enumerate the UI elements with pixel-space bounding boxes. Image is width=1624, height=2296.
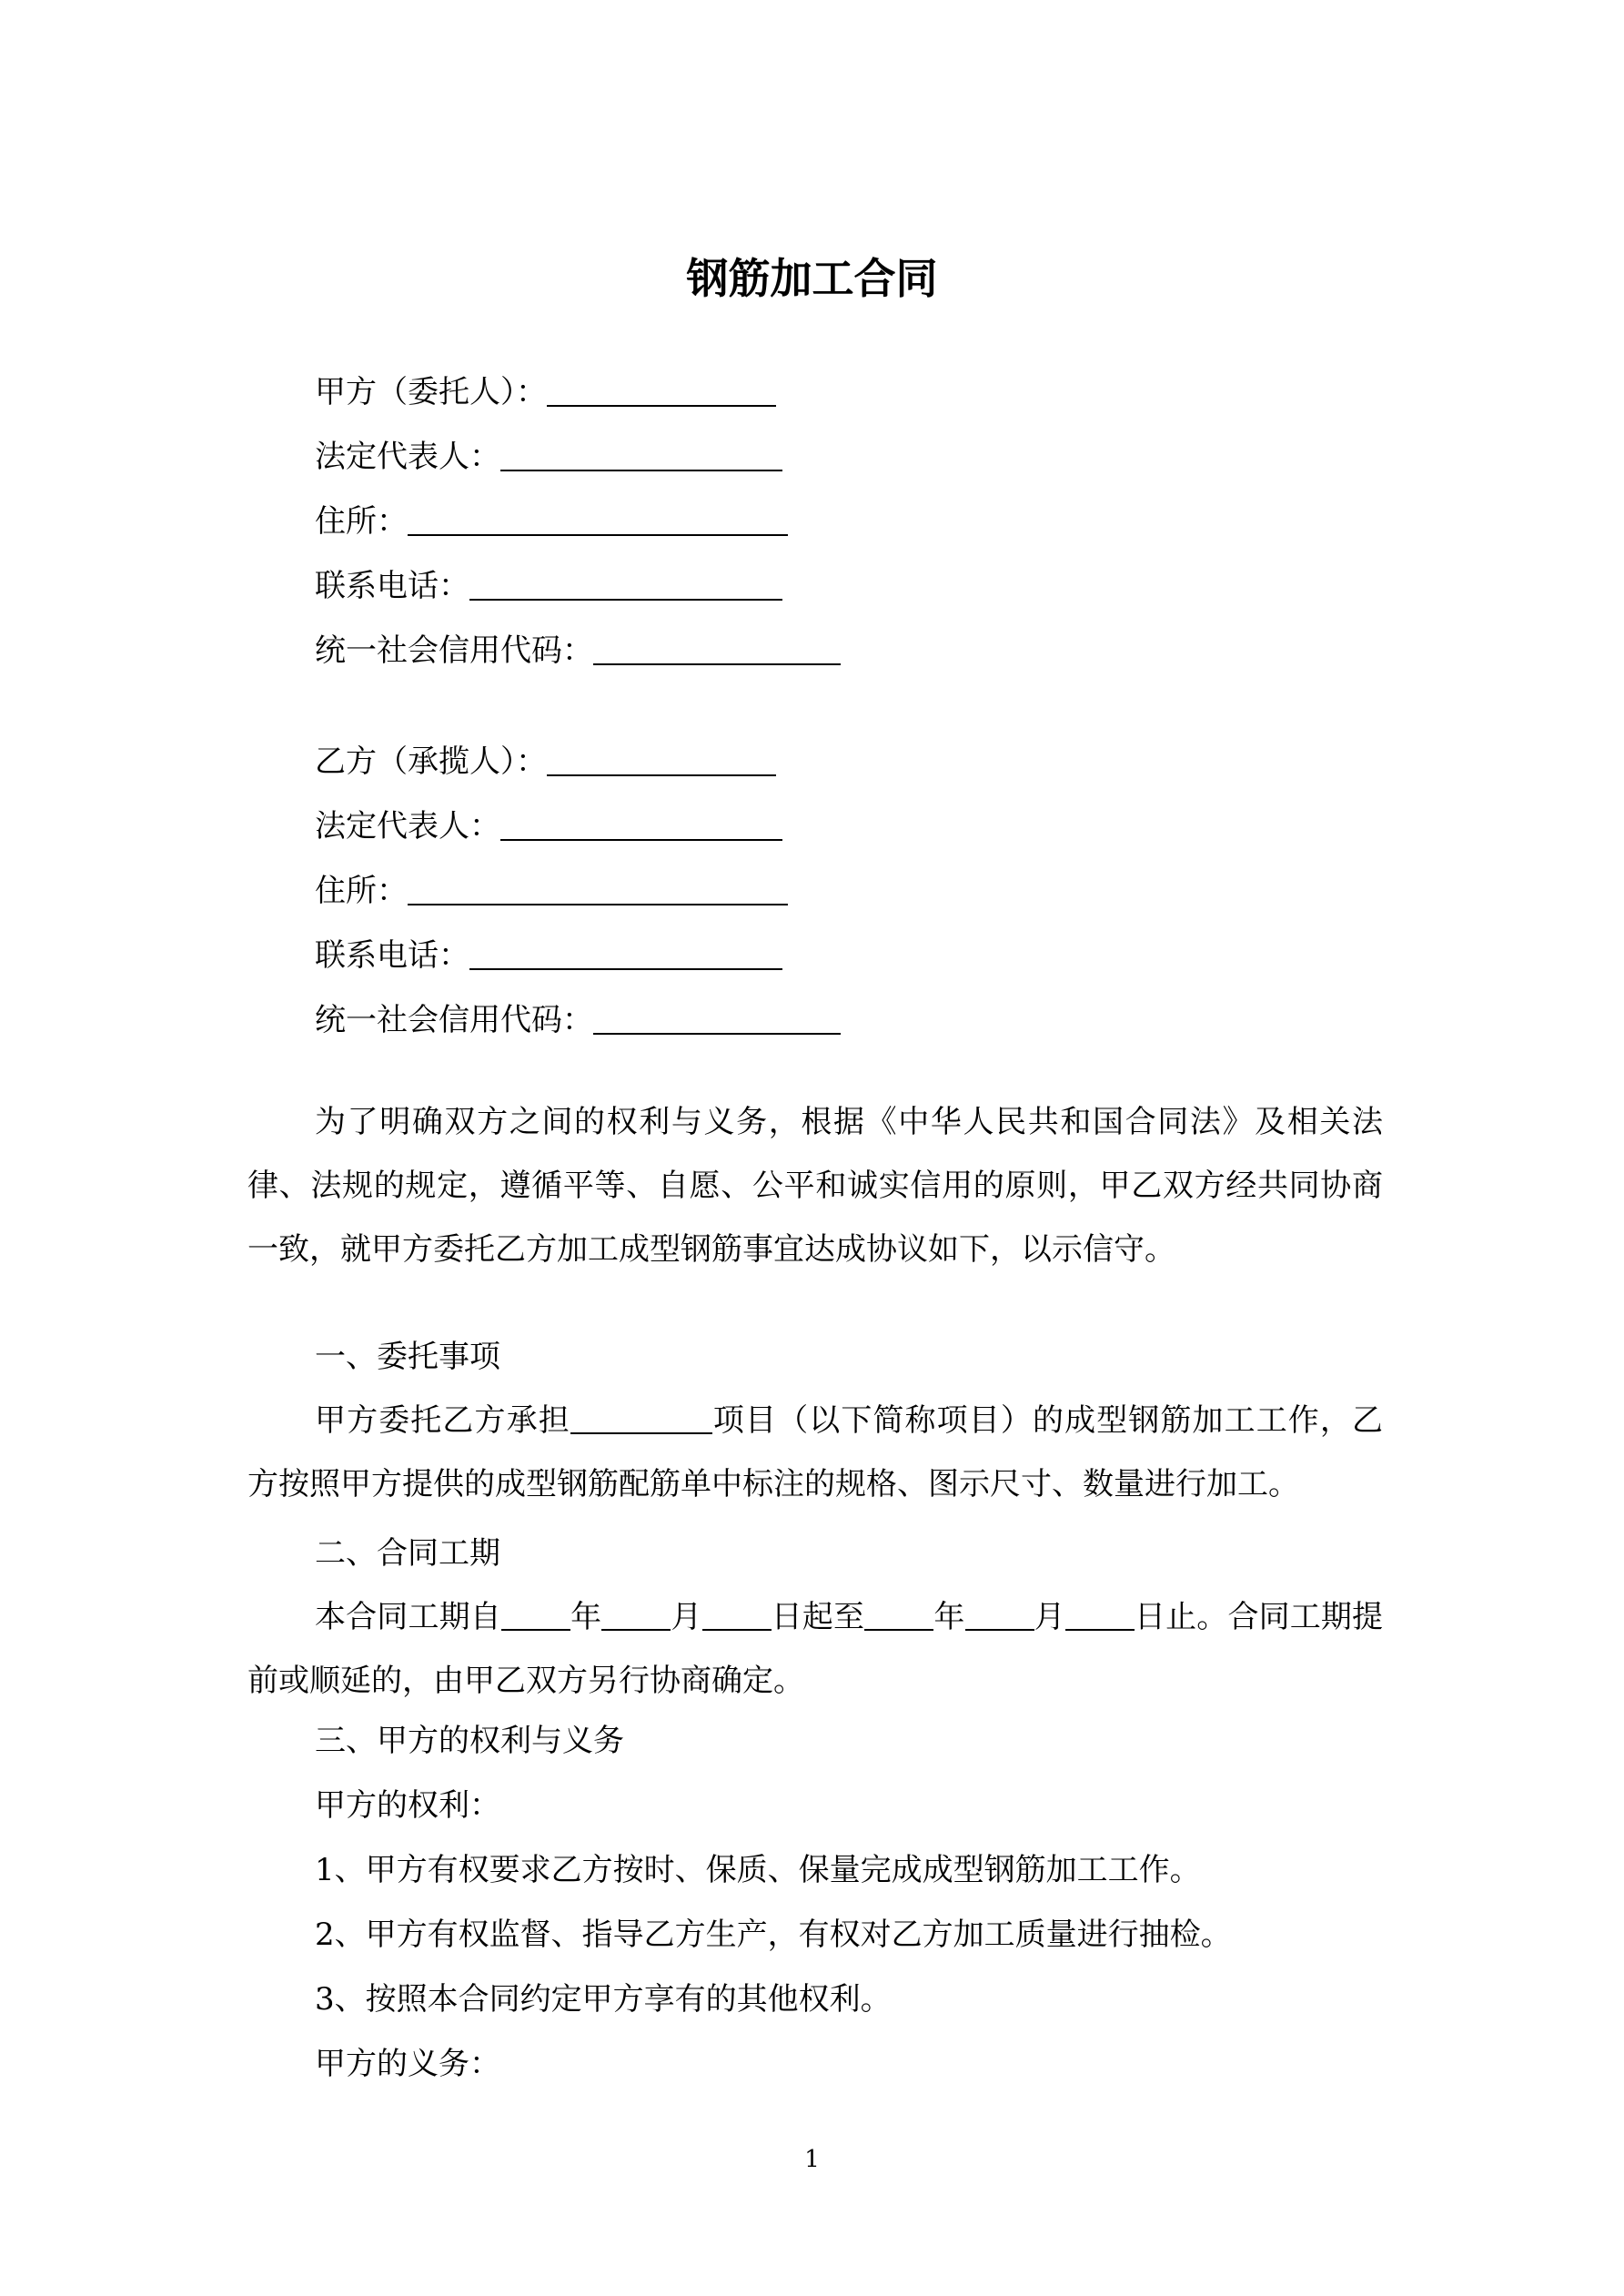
- end-year-label: 年: [933, 1599, 965, 1635]
- party-a-address-row: [315, 499, 788, 544]
- page-title: 钢筋加工合同: [686, 254, 938, 303]
- party-b-label: 乙方（承揽人）：: [315, 743, 547, 780]
- party-a-credit-code-row: [315, 628, 841, 673]
- section-1-text-after: 项目（以下简称项目）的成型钢筋加工工作，乙方按照甲方提供的成型钢筋配筋单中标注的规格、图示尺寸、数量进行加工。: [247, 1402, 1383, 1502]
- start-day-label: 日起至: [771, 1599, 865, 1635]
- section-2-paragraph: [247, 1585, 1383, 1713]
- page-number: 1: [804, 2146, 820, 2173]
- party-a-blank: [547, 376, 776, 407]
- section-2-heading: 二、合同工期: [315, 1535, 500, 1572]
- party-a-address-blank: [408, 505, 788, 536]
- party-a-legal-rep-blank: [500, 440, 782, 471]
- party-b-legal-rep-row: [315, 804, 782, 849]
- party-b-legal-rep-blank: [500, 810, 782, 841]
- party-a-legal-rep-row: [315, 434, 782, 480]
- end-day-blank: [1065, 1602, 1135, 1631]
- party-b-credit-code-row: [315, 997, 841, 1043]
- start-month-label: 月: [671, 1599, 702, 1635]
- term-start-text: 本合同工期自: [315, 1599, 501, 1635]
- party-a-right-item: 2、甲方有权监督、指导乙方生产，有权对乙方加工质量进行抽检。: [315, 1917, 1232, 1953]
- section-1-heading: 一、委托事项: [315, 1339, 500, 1375]
- party-b-legal-rep-label: 法定代表人：: [315, 808, 500, 845]
- start-day-blank: [702, 1602, 772, 1631]
- party-a-phone-label: 联系电话：: [315, 568, 469, 604]
- preamble-paragraph: 为了明确双方之间的权利与义务，根据《中华人民共和国合同法》及相关法律、法规的规定，遵循平等、自愿、公平和诚实信用的原则，甲乙双方经共同协商一致，就甲方委托乙方加工成型钢筋事宜达成协议如下，以示信守。: [247, 1104, 1383, 1268]
- party-a-credit-code-label: 统一社会信用代码：: [315, 632, 593, 669]
- party-b-row: [315, 739, 776, 784]
- end-year-blank: [864, 1602, 933, 1631]
- party-a-right-item: 3、按照本合同约定甲方享有的其他权利。: [315, 1981, 892, 2018]
- project-name-blank: [570, 1405, 712, 1434]
- party-b-phone-row: [315, 933, 782, 978]
- section-3-heading: 三、甲方的权利与义务: [315, 1723, 624, 1759]
- party-a-rights-label: 甲方的权利：: [315, 1787, 500, 1824]
- start-month-blank: [601, 1602, 671, 1631]
- party-b-credit-code-blank: [593, 1004, 841, 1035]
- party-b-phone-blank: [469, 939, 782, 970]
- party-b-address-label: 住所：: [315, 873, 408, 909]
- section-1-paragraph: [247, 1389, 1383, 1516]
- party-b-phone-label: 联系电话：: [315, 937, 469, 974]
- end-month-label: 月: [1034, 1599, 1065, 1635]
- term-tail-text: 合同工期提前或顺延的，由甲乙双方另行协商确定。: [247, 1599, 1384, 1699]
- party-a-credit-code-blank: [593, 634, 841, 665]
- party-a-legal-rep-label: 法定代表人：: [315, 439, 500, 475]
- end-month-blank: [965, 1602, 1034, 1631]
- party-a-row: [315, 369, 776, 415]
- party-b-blank: [547, 745, 776, 776]
- party-a-right-item: 1、甲方有权要求乙方按时、保质、保量完成成型钢筋加工工作。: [315, 1852, 1201, 1888]
- party-b-address-blank: [408, 875, 788, 905]
- party-b-address-row: [315, 868, 788, 914]
- party-a-phone-row: [315, 563, 782, 609]
- start-year-blank: [501, 1602, 570, 1631]
- party-b-credit-code-label: 统一社会信用代码：: [315, 1002, 593, 1038]
- end-day-label: 日止。: [1134, 1599, 1228, 1635]
- party-a-phone-blank: [469, 570, 782, 601]
- party-a-duties-label: 甲方的义务：: [315, 2046, 500, 2082]
- party-a-label: 甲方（委托人）：: [315, 374, 547, 410]
- start-year-label: 年: [570, 1599, 602, 1635]
- section-1-text-before: 甲方委托乙方承担: [315, 1402, 570, 1439]
- party-a-address-label: 住所：: [315, 503, 408, 540]
